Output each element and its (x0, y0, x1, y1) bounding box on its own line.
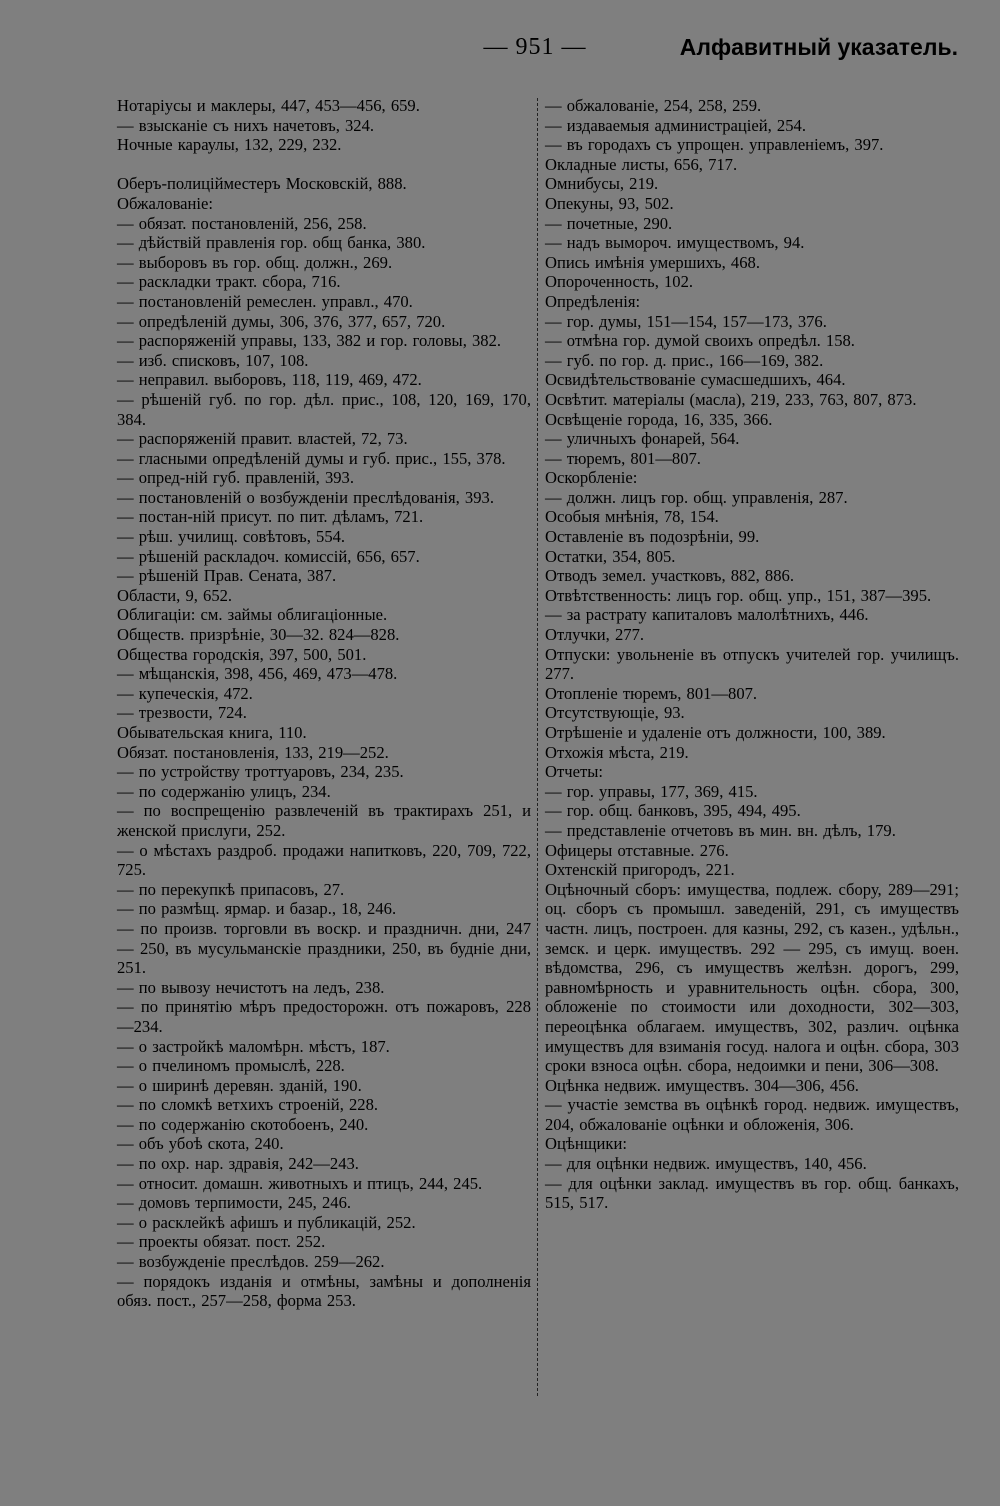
index-entry: — въ городахъ съ упрощен. управленіемъ, 397. (545, 135, 884, 155)
index-entry: Отчеты: (545, 762, 603, 782)
index-entry: Опороченность, 102. (545, 272, 694, 292)
index-entry: — по размѣщ. ярмар. и базар., 18, 246. (117, 899, 397, 919)
index-entry: — постановленій ремеслен. управл., 470. (117, 291, 413, 311)
index-entry: — издаваемыя администраціей, 254. (545, 115, 806, 135)
index-entry: — по охр. нар. здравія, 242—243. (117, 1154, 359, 1174)
index-entry: — раскладки тракт. сбора, 716. (117, 272, 341, 292)
index-entry: — мѣщанскія, 398, 456, 469, 473—478. (117, 664, 398, 684)
index-entry: Охтенскій пригородъ, 221. (545, 860, 735, 880)
index-entry: Опекуны, 93, 502. (545, 193, 674, 213)
index-entry: Отлучки, 277. (545, 625, 645, 645)
index-column-left (117, 96, 531, 1311)
index-entry: — должн. лицъ гор. общ. управленія, 287. (545, 487, 848, 507)
index-entry: — постановленій о возбужденіи преслѣдованія, 393. (117, 487, 494, 507)
index-entry: — распоряженій правит. властей, 72, 73. (117, 429, 408, 449)
index-entry: — купеческія, 472. (117, 683, 253, 703)
index-entry: Оберъ-полиційместеръ Московскій, 888. (117, 174, 407, 194)
index-entry: — дѣйствій правленія гор. общ банка, 380. (117, 233, 426, 253)
index-entry: Ночные караулы, 132, 229, 232. (117, 135, 342, 155)
index-entry: — о мѣстахъ раздроб. продажи напитковъ, 220, 709, 722, 725. (117, 840, 531, 880)
index-entry: — о пчелиномъ промыслѣ, 228. (117, 1056, 345, 1076)
index-column-right (545, 96, 959, 1213)
index-entry: — тюремъ, 801—807. (545, 448, 701, 468)
index-entry: — опред-ній губ. правленій, 393. (117, 468, 354, 488)
index-entry: Особыя мнѣнія, 78, 154. (545, 507, 719, 527)
index-entry: Отопленіе тюремъ, 801—807. (545, 683, 758, 703)
index-entry: Освѣщеніе города, 16, 335, 366. (545, 409, 773, 429)
index-entry: Отхожія мѣста, 219. (545, 742, 689, 762)
index-entry: Облигаціи: см. займы облигаціонные. (117, 605, 388, 625)
index-entry: — для оцѣнки заклад. имуществъ въ гор. общ. банкахъ, 515, 517. (545, 1173, 959, 1213)
index-entry: — по содержанію скотобоенъ, 240. (117, 1114, 369, 1134)
index-entry: — порядокъ изданія и отмѣны, замѣны и дополненія обяз. пост., 257—258, форма 253. (117, 1271, 531, 1311)
index-entry: — по воспрещенію развлеченій въ трактирахъ 251, и женской прислуги, 252. (117, 801, 531, 840)
index-entry: — о ширинѣ деревян. зданій, 190. (117, 1075, 362, 1095)
index-entry: — изб. списковъ, 107, 108. (117, 350, 309, 370)
index-entry: — гласными опредѣленій думы и губ. прис., 155, 378. (117, 448, 506, 468)
index-entry: — домовъ терпимости, 245, 246. (117, 1193, 352, 1213)
index-entry: Обществ. призрѣніе, 30—32. 824—828. (117, 625, 400, 645)
index-entry: — по произв. торговли въ воскр. и праздничн. дни, 247 — 250, въ мусульманскіе праздники, 250, въ будніе дни, 251. (117, 918, 531, 978)
index-entry: Оставленіе въ подозрѣніи, 99. (545, 527, 760, 547)
index-entry: — о застройкѣ маломѣрн. мѣстъ, 187. (117, 1036, 390, 1056)
index-entry: Общества городскія, 397, 500, 501. (117, 644, 367, 664)
index-entry: — представленіе отчетовъ въ мин. вн. дѣлъ, 179. (545, 820, 896, 840)
index-entry: Опись имѣнія умершихъ, 468. (545, 252, 760, 272)
index-entry: — рѣшеній раскладоч. комиссій, 656, 657. (117, 546, 420, 566)
index-entry: — по содержанію улицъ, 234. (117, 781, 331, 801)
index-entry: — рѣш. училищ. совѣтовъ, 554. (117, 527, 346, 547)
index-entry: — выборовъ въ гор. общ. должн., 269. (117, 252, 393, 272)
index-entry: Опредѣленія: (545, 291, 641, 311)
running-title: Алфавитный указатель. (679, 34, 958, 60)
index-entry: — взысканіе съ нихъ начетовъ, 324. (117, 115, 375, 135)
index-entry: — надъ вымороч. имуществомъ, 94. (545, 233, 805, 253)
index-entry: — по принятію мѣръ предосторожн. отъ пожаровъ, 228—234. (117, 997, 531, 1036)
index-entry: — распоряженій управы, 133, 382 и гор. головы, 382. (117, 331, 502, 351)
index-entry: — по вывозу нечистотъ на ледъ, 238. (117, 977, 385, 997)
index-entry: — относит. домашн. животныхъ и птицъ, 244, 245. (117, 1173, 483, 1193)
index-entry: — уличныхъ фонарей, 564. (545, 429, 740, 449)
index-entry: — за растрату капиталовъ малолѣтнихъ, 446. (545, 605, 869, 625)
index-entry: — гор. управы, 177, 369, 415. (545, 781, 758, 801)
index-entry: — проекты обязат. пост. 252. (117, 1232, 326, 1252)
index-entry: — гор. думы, 151—154, 157—173, 376. (545, 311, 827, 331)
index-entry: — по сломкѣ ветхихъ строеній, 228. (117, 1095, 379, 1115)
index-entry: — рѣшеній Прав. Сената, 387. (117, 566, 337, 586)
index-entry: — неправил. выборовъ, 118, 119, 469, 472. (117, 370, 422, 390)
index-entry: Освидѣтельствованіе сумасшедшихъ, 464. (545, 370, 846, 390)
index-entry: Окладные листы, 656, 717. (545, 154, 738, 174)
index-entry: — опредѣленій думы, 306, 376, 377, 657, 720. (117, 311, 446, 331)
index-entry: — возбужденіе преслѣдов. 259—262. (117, 1252, 385, 1272)
index-entry: Оцѣнщики: (545, 1134, 627, 1154)
index-entry: Омнибусы, 219. (545, 174, 659, 194)
index-entry: — отмѣна гор. думой своихъ опредѣл. 158. (545, 331, 855, 351)
index-entry: Отвѣтственность: лицъ гор. общ. упр., 151, 387—395. (545, 585, 932, 605)
index-entry: — обжалованіе, 254, 258, 259. (545, 96, 762, 115)
index-entry: Оцѣнка недвиж. имуществъ. 304—306, 456. (545, 1075, 859, 1095)
index-entry: Нотаріусы и маклеры, 447, 453—456, 659. (117, 96, 420, 115)
column-divider (537, 98, 538, 1396)
index-entry: — постан-ній присут. по пит. дѣламъ, 721. (117, 507, 424, 527)
index-entry: — участіе земства въ оцѣнкѣ город. недвиж. имуществъ, 204, обжалованіе оцѣнки и обложенія, 306. (545, 1095, 959, 1134)
index-entry: Оскорбленіе: (545, 468, 638, 488)
index-entry: Офицеры отставные. 276. (545, 840, 729, 860)
index-entry: — обязат. постановленій, 256, 258. (117, 213, 367, 233)
index-entry: — губ. по гор. д. прис., 166—169, 382. (545, 350, 824, 370)
index-entry: Оцѣночный сборъ: имущества, подлеж. сбору, 289—291; оц. сборъ съ промышл. заведеній, 291, съ имуществъ частн. лицъ, построен. для казны, 292, съ казен., удѣльн., земск. и церк. имуществъ. 292 — 295, съ имущ. воен. вѣдомства, 296, съ имуществъ желѣзн. дорогъ, 299, равномѣрность и уравнительность оцѣн. сбора, 300, обложеніе по стоимости или доходности, 302—303, переоцѣнка облагаем. имуществъ, 302, различ. оцѣнка имуществъ для взиманія госуд. налога и оцѣн. сбора, 303 сроки взноса оцѣн. сбора, недоимки и пени, 306—308. (545, 879, 959, 1076)
index-entry: Обжалованіе: (117, 193, 214, 213)
index-entry: Отводъ земел. участковъ, 882, 886. (545, 566, 794, 586)
page-number: — 951 — (483, 34, 587, 60)
index-entry: Отсутствующіе, 93. (545, 703, 685, 723)
index-entry: Обязат. постановленія, 133, 219—252. (117, 742, 389, 762)
index-entry: Освѣтит. матеріалы (масла), 219, 233, 763, 807, 873. (545, 389, 917, 409)
index-entry: — по устройству троттуаровъ, 234, 235. (117, 762, 404, 782)
index-entry: Обывательская книга, 110. (117, 723, 307, 742)
index-entry: — гор. общ. банковъ, 395, 494, 495. (545, 801, 801, 821)
index-entry: Области, 9, 652. (117, 585, 233, 605)
index-entry: — о расклейкѣ афишъ и публикацій, 252. (117, 1212, 416, 1232)
index-entry: — рѣшеній губ. по гор. дѣл. прис., 108, 120, 169, 170, 384. (117, 389, 531, 429)
index-entry: — почетные, 290. (545, 213, 673, 233)
index-entry: Остатки, 354, 805. (545, 546, 676, 566)
index-entry: Отрѣшеніе и удаленіе отъ должности, 100, 389. (545, 723, 886, 742)
index-entry: — для оцѣнки недвиж. имуществъ, 140, 456. (545, 1154, 867, 1174)
index-entry: — трезвости, 724. (117, 703, 247, 723)
index-entry: Отпуски: увольненіе въ отпускъ учителей гор. училищъ. 277. (545, 644, 959, 684)
index-entry: — по перекупкѣ припасовъ, 27. (117, 879, 345, 899)
index-entry: — объ убоѣ скота, 240. (117, 1134, 284, 1154)
